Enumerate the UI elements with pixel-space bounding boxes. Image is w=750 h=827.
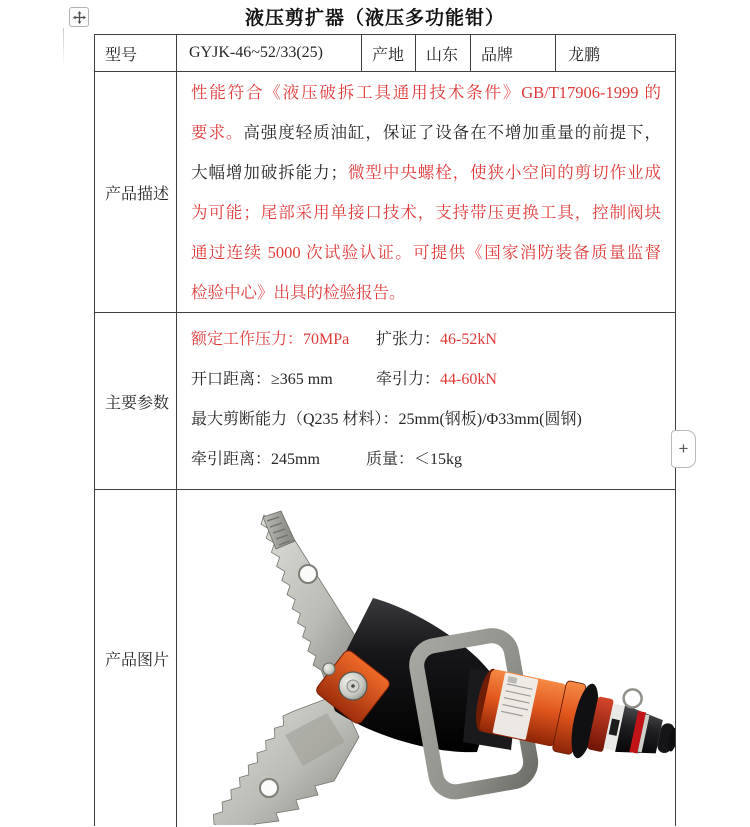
text-segment: 最大剪断能力（Q235 材料）：25mm(钢板)/Φ33mm(圆钢) bbox=[191, 411, 582, 428]
insert-row-button[interactable] bbox=[671, 430, 696, 468]
text-segment: 额定工作压力：70MPa bbox=[191, 331, 350, 348]
header-cell-value: 山东 bbox=[416, 35, 471, 71]
text-segment: 微型中央螺栓，使狭小空间的剪切作业成 bbox=[347, 163, 661, 182]
header-cell-label: 产地 bbox=[362, 35, 416, 71]
text-segment: 牵引力： bbox=[376, 371, 441, 388]
header-cell-label: 品牌 bbox=[471, 35, 556, 71]
upper-jaw-grip-block bbox=[263, 511, 295, 549]
product-description bbox=[177, 72, 675, 312]
description-line bbox=[191, 273, 661, 312]
text-segment: 质量：＜15kg bbox=[366, 451, 463, 468]
parameter-item bbox=[376, 331, 497, 348]
text-segment: 性能符合《液压破拆工具通用技术条件》GB/T17906-1999 的 bbox=[191, 83, 661, 102]
parameter-item bbox=[376, 371, 497, 388]
header-cell-value: GYJK-46~52/33(25) bbox=[177, 35, 362, 71]
description-row bbox=[95, 72, 675, 313]
text-segment: 通过连续 5000 次试验认证。可提供《国家消防装备质量监督 bbox=[191, 243, 661, 262]
row-label-photo: 产品图片 bbox=[95, 490, 177, 827]
parameter-line bbox=[191, 320, 661, 360]
parameter-item bbox=[191, 400, 582, 440]
text-segment: 检验中心》出具的检验报告。 bbox=[191, 283, 406, 302]
description-line bbox=[191, 153, 661, 193]
description-line bbox=[191, 113, 661, 153]
parameter-item bbox=[191, 320, 376, 360]
parameter-line bbox=[191, 440, 661, 480]
spec-table bbox=[94, 34, 676, 826]
lower-jaw-hole bbox=[260, 779, 278, 797]
text-segment: 46-52kN bbox=[440, 331, 497, 348]
parameter-line bbox=[191, 400, 661, 440]
header-cell-value: 龙鹏 bbox=[568, 46, 601, 64]
hydraulic-cylinder bbox=[470, 658, 675, 777]
text-segment: 开口距离：≥365 mm bbox=[191, 371, 333, 388]
text-segment: 要求。 bbox=[191, 123, 244, 142]
description-line bbox=[191, 73, 661, 113]
parameter-item bbox=[191, 360, 376, 400]
parameter-line bbox=[191, 360, 661, 400]
upper-jaw-hole bbox=[299, 565, 317, 583]
photo-row bbox=[95, 490, 675, 827]
page-title: 液压剪扩器（液压多功能钳） bbox=[244, 8, 505, 29]
lower-jaw bbox=[213, 694, 359, 825]
side-bolt bbox=[323, 663, 335, 675]
header-cell-label: 型号 bbox=[95, 35, 177, 71]
table-header-row bbox=[95, 35, 675, 72]
text-segment: 扩张力： bbox=[376, 331, 441, 348]
move-arrows-icon bbox=[73, 11, 86, 24]
text-segment: 为可能；尾部采用单接口技术，支持带压更换工具，控制阀块 bbox=[191, 203, 661, 222]
text-segment: 牵引距离：245mm bbox=[191, 451, 320, 468]
plus-icon: + bbox=[678, 439, 689, 458]
text-segment: 44-60kN bbox=[440, 371, 497, 388]
page-edge-line bbox=[63, 28, 64, 66]
description-line bbox=[191, 193, 661, 233]
text-segment: 大幅增加破拆能力； bbox=[191, 163, 348, 182]
parameters-row bbox=[95, 313, 675, 490]
parameter-item bbox=[191, 440, 366, 480]
description-line bbox=[191, 233, 661, 273]
row-label-parameters: 主要参数 bbox=[95, 313, 177, 489]
product-photo bbox=[177, 490, 675, 825]
table-move-handle[interactable] bbox=[69, 7, 89, 27]
main-parameters bbox=[177, 313, 675, 489]
text-segment: 高强度轻质油缸，保证了设备在不增加重量的前提下， bbox=[243, 123, 661, 142]
parameter-item bbox=[366, 451, 462, 468]
product-photo-cell bbox=[177, 490, 675, 827]
row-label-description: 产品描述 bbox=[95, 72, 177, 312]
